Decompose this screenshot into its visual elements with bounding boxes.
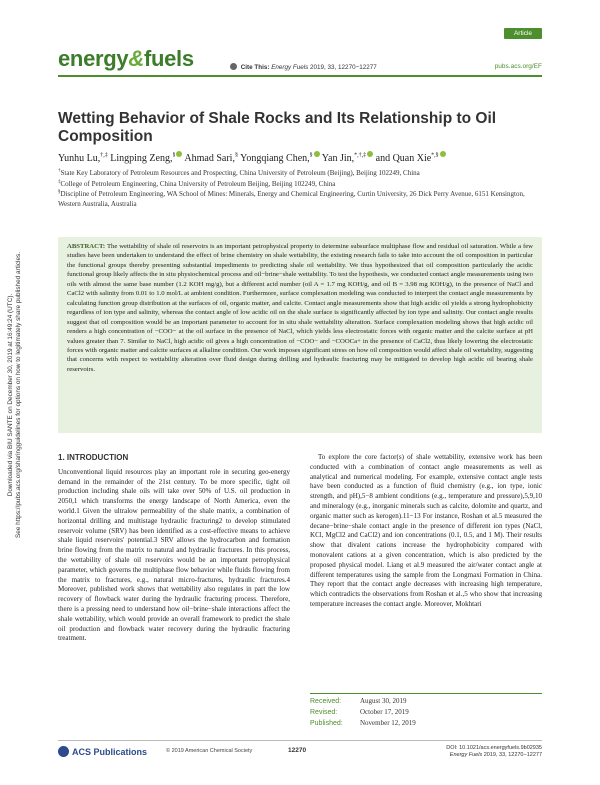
journal-name-part1: energy — [58, 46, 129, 71]
cite-details: 2019, 33, 12270−12277 — [310, 64, 377, 71]
journal-logo[interactable] — [58, 46, 194, 72]
affiliations — [58, 169, 542, 210]
published-label: Published: — [310, 720, 343, 728]
page-number: 12270 — [288, 747, 307, 754]
affiliation: ‡College of Petroleum Engineering, China University of Petroleum Beijing, Beijing 102249, China — [58, 179, 336, 188]
published-date: November 12, 2019 — [360, 719, 416, 728]
journal-header — [58, 28, 542, 80]
article-type-badge: Article — [504, 28, 542, 39]
intro-paragraph: To explore the core factor(s) of shale wettability, extensive work has been conducted with a combination of contact angle measurements as well as analytical and numerical modeling. For example, extensive contact angle tests have been conducted as a function of fluid chemistry (e.g., ion type, ionic strength, and pH),5−8 ambient conditions (e.g., temperature and pressure),5,9,10 and mineralogy (e.g., inorganic minerals such as calcite, dolomite and quartz, and organic matter such as kerogen).11−13 For instance, Roshan et al.5 measured the decane−brine−shale contact angle in the presence of different ion types (NaCl, KCl, MgCl2 and CaCl2) and ion concentrations (0.1, 0.5, and 1 M). Their results show that divalent cations increase the hydrophobicity compared with monovalent cations at a given concentration, which is also predicted by the proposed physical model. Liang et al.9 measured the air/water contact angle at different temperatures using the sample from the Longmaxi Formation in China. They report that the contact angle decreases with increasing high temperature, which contradicts the observations from Roshan et al.,5 who show that increasing temperature increases the contact angle. Moreover, Mokhtari — [310, 453, 542, 608]
revised-label: Revised: — [310, 709, 338, 717]
section-heading: 1. INTRODUCTION — [58, 453, 129, 462]
intro-left-column — [58, 453, 290, 644]
intro-paragraph: Unconventional liquid resources play an important role in securing geo-energy demand in the remainder of the 21st century. To be more specific, tight oil production including shale oils will take over 50% of U.S. oil production in 2050,1 which transforms the energy landscape of North America, even the world.1 Given the ultralow permeability of the shale matrix, a combination of horizontal drilling and multistage hydraulic fracturing2 to develop stimulated reservoir volume (SRV) has been identified as a cost-effective means to achieve shale liquid reservoirs' potential.3 SRV allows the hydrocarbon and formation brine flowing from the matrix to natural and hydraulic fractures. In this process, the wettability of shale oil reservoirs would be an important petrophysical parameter, which governs the multiphase flow behavior while fluids flowing from the matrix to fractures, e.g., natural micro-fractures, hydraulic fractures.4 Moreover, published work shows that wettability also regulates in part the low recovery of flowback water during the hydraulic fracturing process. Therefore, there is a pressing need to understand how oil−brine−shale interactions affect the shale wettability, which would provide an overall framework to predict the shale oil production and flowback water recovery during the hydraulic fracturing treatment. — [58, 467, 290, 643]
author-list — [58, 151, 542, 164]
intro-right-column — [310, 453, 542, 610]
orcid-icon[interactable] — [367, 151, 373, 157]
header-divider — [58, 75, 542, 77]
footer-journal: Energy Fuels — [449, 752, 483, 758]
cite-this[interactable] — [230, 63, 377, 71]
received-label: Received: — [310, 698, 342, 705]
cite-label: Cite This: — [240, 64, 270, 71]
download-note-line1: Downloaded via BIU SANTE on December 30, 2019 at 16:49:24 (UTC). — [7, 293, 14, 497]
page-footer — [58, 740, 542, 761]
author[interactable]: Lingping Zeng,§ — [110, 153, 182, 164]
cite-journal: Energy Fuels — [271, 64, 309, 71]
publication-dates — [310, 693, 542, 730]
abstract-text: The wettability of shale oil reservoirs is an important petrophysical property to determine subsurface multiphase flow and residual oil saturation. While a few studies have been undertaken to understand the effect of brine chemistry on shale wettability, the existing research fails to take into account the oil composition in particular the functional groups thereby presenting substantial impediments to predicting shale oil wettability. We thus hypothesized that oil composition particularly the acidic functional group likely affects the in situ physiochemical process and oil−brine−shale wettability. To test the hypothesis, we conducted contact angle measurements using two oils with almost the same base number (1.2 KOH mg/g), but a different acid number (oil A = 1.7 mg KOH/g, and oil B = 3.98 mg KOH/g), in the presence of NaCl and CaCl2 with salinity from 0.01 to 1.0 mol/L at ambient condition. Furthermore, surface complexation modeling was conducted to interpret the contact angle measurements by calculating function group distribution at the surfaces of oil, organic matter, and calcite. Contact angle measurements show that high acidic oil yields a strong hydrophobicity regardless of ion type and salinity, whereas the contact angle of low acidic oil on the shale surface is significantly affected by ion type and salinity. Our contact angle results suggest that oil composition would be an important parameter to account for in situ shale wettability alteration. Surface complexation modeling shows that high acidic oil renders a high concentration of −COO− at the oil surface in the presence of NaCl, which yields less electrostatic forces with organic matter and the calcite surface at pH values greater than 7. Similar to NaCl, high acidic oil gives a high concentration of −COO− and −COOCa+ in the presence of CaCl2, thus likely lowering the electrostatic forces with organic matter and calcite surfaces at alkaline condition. Our work imposes significant stress on how oil composition would affect shale oil wettability, suggesting that concerns with respect to wettability alteration over fluid design during drilling and hydraulic fracturing may be mitigated to develop high acidic oil bearing shale reservoirs. — [67, 243, 533, 373]
journal-url[interactable]: pubs.acs.org/EF — [494, 63, 542, 70]
cite-icon — [230, 63, 237, 70]
journal-name-part2: fuels — [143, 46, 194, 71]
abstract-label: ABSTRACT: — [67, 243, 106, 250]
doi-link[interactable]: DOI: 10.1021/acs.energyfuels.9b02935 — [446, 745, 542, 751]
author[interactable]: Yan Jin,*,†,‡ — [322, 153, 373, 164]
copyright: © 2019 American Chemical Society — [166, 748, 253, 754]
download-note-line2[interactable]: See https://pubs.acs.org/sharingguidelines for options on how to legitimately share published articles. — [15, 252, 22, 538]
acs-logo-icon — [58, 746, 69, 757]
affiliation: †State Key Laboratory of Petroleum Resources and Prospecting, China University of Petroleum (Beijing), Beijing 102249, China — [58, 168, 420, 177]
journal-name-amp: & — [128, 46, 144, 71]
footer-citation: 2019, 33, 12270−12277 — [483, 752, 542, 758]
orcid-icon[interactable] — [314, 151, 320, 157]
author[interactable]: Ahmad Sari,§ — [184, 152, 238, 164]
received-date: August 30, 2019 — [360, 697, 407, 705]
author[interactable]: Yongqiang Chen,§ — [240, 153, 320, 164]
doi-block — [446, 745, 542, 759]
abstract — [67, 242, 533, 374]
article-title: Wetting Behavior of Shale Rocks and Its Relationship to Oil Composition — [58, 110, 497, 145]
abstract-box — [58, 237, 542, 433]
acs-publications-logo[interactable]: ACS Publications — [58, 746, 147, 757]
orcid-icon[interactable] — [176, 151, 182, 157]
orcid-icon[interactable] — [440, 151, 446, 157]
download-note — [2, 215, 28, 575]
affiliation: §Discipline of Petroleum Engineering, WA School of Mines: Minerals, Energy and Chemical Engineering, Curtin University, 26 Dick Perry Avenue, 6151 Kensington, Western Australia, Australia — [58, 189, 525, 208]
author[interactable]: Yunhu Lu,†,‡ — [58, 152, 108, 164]
author[interactable]: and Quan Xie*,§ — [376, 153, 446, 164]
revised-date: October 17, 2019 — [360, 708, 409, 717]
